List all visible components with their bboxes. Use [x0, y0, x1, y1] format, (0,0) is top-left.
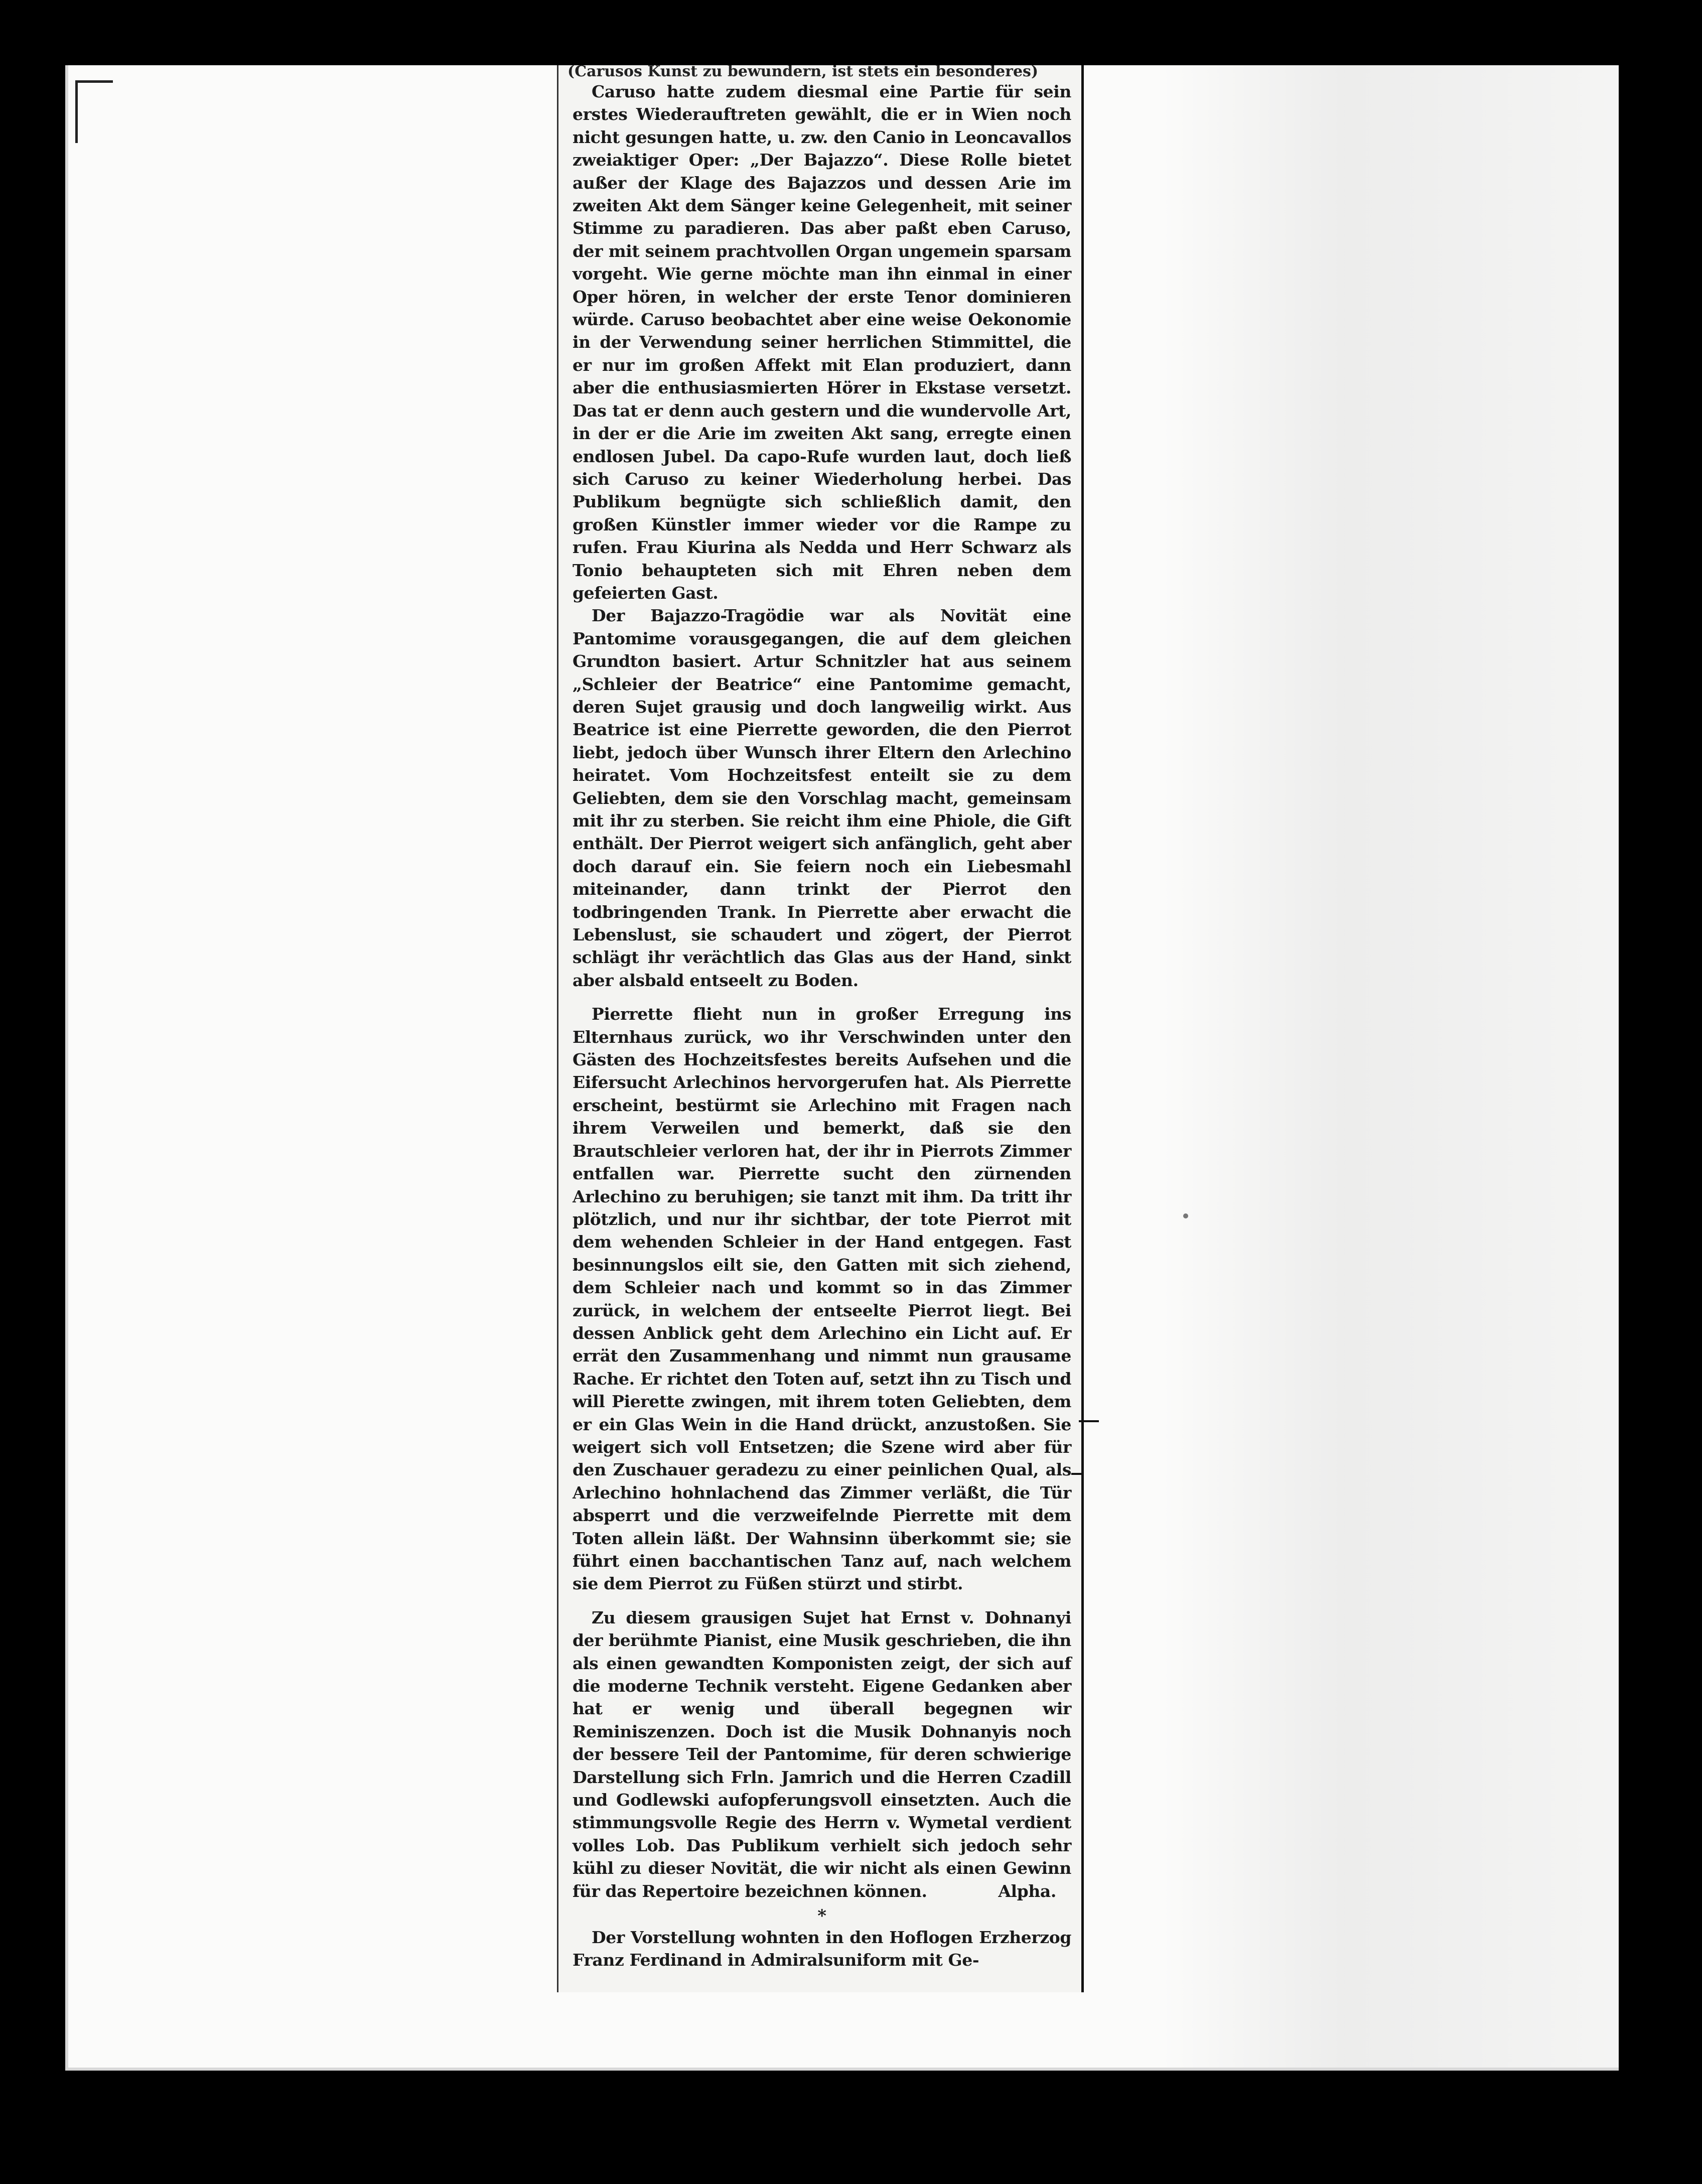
article-paragraph: Pierrette flieht nun in großer Erregung ins Elternhaus zurück, wo ihr Verschwinden unter den Gästen des Hochzeitsfestes bereits Aufsehen und die Eifersucht Arlechinos hervorgerufen hat. Als Pierrette erscheint, bestürmt sie Arlechino mit Fragen nach ihrem Verweilen und bemerkt, daß sie den Brautschleier verloren hat, der ihr in Pierrots Zimmer entfallen war. Pierrette sucht den zürnenden Arlechino zu beruhigen; sie tanzt mit ihm. Da tritt ihr plötzlich, und nur ihr sichtbar, der tote Pierrot mit dem wehenden Schleier in der Hand entgegen. Fast besinnungslos eilt sie, den Gatten mit sich ziehend, dem Schleier nach und kommt so in das Zimmer zurück, in welchem der entseelte Pierrot liegt. Bei dessen Anblick geht dem Arlechino ein Licht auf. Er errät den Zusammenhang und nimmt nun grausame Rache. Er richtet den Toten auf, setzt ihn zu Tisch und will Pierette zwingen, mit ihrem toten Geliebten, dem er ein Glas Wein in die Hand drückt, anzustoßen. Sie weigert sich voll Entsetzen; die Szene wird aber für den Zuschauer geradezu zu einer peinlichen Qual, als Arlechino hohnlachend das Zimmer verläßt, die Tür absperrt und die verzweifelnde Pierrette mit dem Toten allein läßt. Der Wahnsinn überkommt sie; sie führt einen bacchantischen Tanz auf, nach welchem sie dem Pierrot zu Füßen stürzt und stirbt.	[573, 1004, 1071, 1594]
dust-speck	[1183, 1213, 1188, 1218]
article-tail-paragraph: Der Vorstellung wohnten in den Hoflogen Erzherzog Franz Ferdinand in Admiralsuniform mit Ge-	[573, 1927, 1071, 1970]
clipping-edge-mark	[1071, 1473, 1084, 1475]
clipping-cut-top-line: (Carusos Kunst zu bewundern, ist stets ein besonderes)	[568, 65, 1039, 78]
article-paragraph: Der Bajazzo-Tragödie war als Novität eine Pantomime vorausgegangen, die auf dem gleichen Grundton basiert. Artur Schnitzler hat aus seinem „Schleier der Beatrice“ eine Pantomime gemacht, deren Sujet grausig und doch langweilig wirkt. Aus Beatrice ist eine Pierrette geworden, die den Pierrot liebt, jedoch über Wunsch ihrer Eltern den Arlechino heiratet. Vom Hochzeitsfest enteilt sie zu dem Geliebten, dem sie den Vorschlag macht, gemeinsam mit ihr zu sterben. Sie reicht ihm eine Phiole, die Gift enthält. Der Pierrot weigert sich anfänglich, geht aber doch darauf ein. Sie feiern noch ein Liebesmahl miteinander, dann trinkt der Pierrot den todbringenden Trank. In Pierrette aber erwacht die Lebenslust, sie schaudert und zögert, der Pierrot schlägt ihr verächtlich das Glas aus der Hand, sinkt aber alsbald entseelt zu Boden.	[573, 606, 1071, 990]
corner-registration-mark	[75, 80, 113, 143]
author-signature: Alpha.	[998, 1881, 1056, 1901]
article-column	[573, 80, 1071, 1971]
clipping-edge-mark	[1079, 1420, 1099, 1422]
article-paragraph: Caruso hatte zudem diesmal eine Partie für sein erstes Wiederauftreten gewählt, die er in Wien noch nicht gesungen hatte, u. zw. den Canio in Leoncavallos zweiaktiger Oper: „Der Bajazzo“. Diese Rolle bietet außer der Klage des Bajazzos und dessen Arie im zweiten Akt dem Sänger keine Gelegenheit, mit seiner Stimme zu paradieren. Das aber paßt eben Caruso, der mit seinem prachtvollen Organ ungemein sparsam vorgeht. Wie gerne möchte man ihn einmal in einer Oper hören, in welcher der erste Tenor dominieren würde. Caruso beobachtet aber eine weise Oekonomie in der Verwendung seiner herrlichen Stimmittel, die er nur im großen Affekt mit Elan produziert, dann aber die enthusiasmierten Hörer in Ekstase versetzt. Das tat er denn auch gestern und die wundervolle Art, in der er die Arie im zweiten Akt sang, erregte einen endlosen Jubel. Da capo-Rufe wurden laut, doch ließ sich Caruso zu keiner Wiederholung herbei. Das Publikum begnügte sich schließlich damit, den großen Künstler immer wieder vor die Rampe zu rufen. Frau Kiurina als Nedda und Herr Schwarz als Tonio behaupteten sich mit Ehren neben dem gefeierten Gast.	[573, 82, 1071, 603]
sheet-shadow	[1162, 65, 1619, 2068]
newspaper-clipping	[557, 65, 1084, 1992]
section-separator: *	[817, 1905, 826, 1926]
article-paragraph: Zu diesem grausigen Sujet hat Ernst v. Dohnanyi der berühmte Pianist, eine Musik geschrieben, die ihn als einen gewandten Komponisten zeigt, der sich auf die moderne Technik versteht. Eigene Gedanken aber hat er wenig und überall begegnen wir Reminiszenzen. Doch ist die Musik Dohnanyis noch der bessere Teil der Pantomime, für deren schwierige Darstellung sich Frln. Jamrich und die Herren Czadill und Godlewski aufopferungsvoll einsetzten. Auch die stimmungsvolle Regie des Herrn v. Wymetal verdient volles Lob. Das Publikum verhielt sich jedoch sehr kühl zu dieser Novität, die wir nicht als einen Gewinn für das Repertoire bezeichnen können.	[573, 1607, 1071, 1901]
